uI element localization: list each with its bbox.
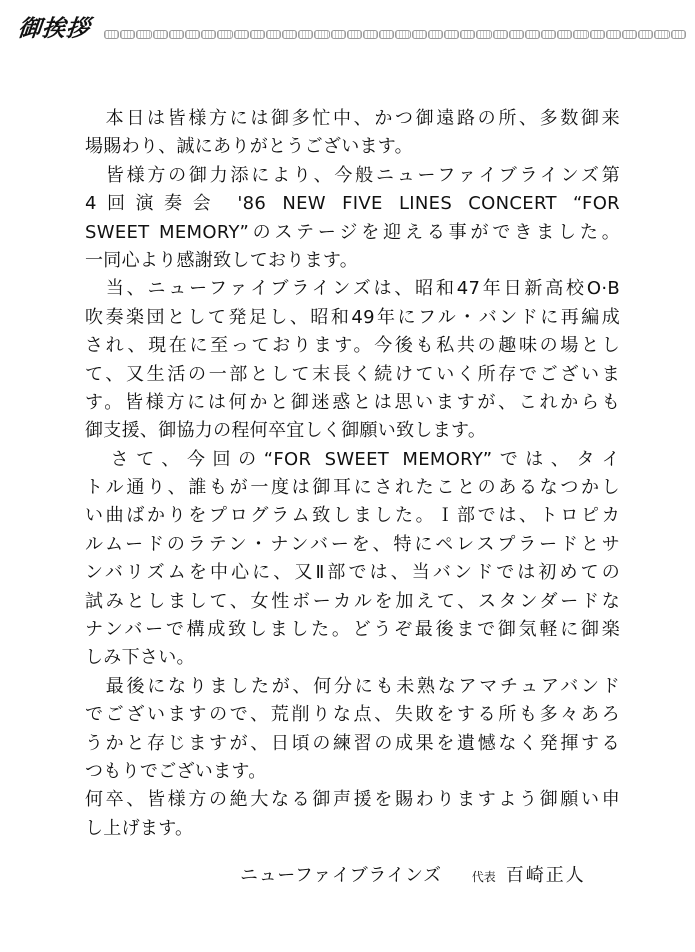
- decorative-header-rule: [104, 30, 686, 40]
- body-line: トル通り、誰もが一度は御耳にされたことのあるなつかし: [85, 477, 620, 499]
- signature: [240, 862, 586, 890]
- header: [18, 14, 688, 44]
- body-line: 試みとしまして、女性ボーカルを加えて、スタンダードな: [85, 590, 620, 612]
- body-line: 当、ニューファイブラインズは、昭和47年日新高校O·B: [85, 278, 620, 300]
- body-line: 本日は皆様方には御多忙中、かつ御遠路の所、多数御来: [85, 108, 620, 129]
- greeting-body: [85, 105, 620, 843]
- body-line: つもりでございます。: [85, 760, 267, 782]
- body-line: 一同心より感謝致しております。: [85, 249, 359, 271]
- body-line: て、又生活の一部として末長く続けていく所存でございま: [85, 363, 620, 385]
- body-line: さて、今回の“FOR SWEET MEMORY”では、タイ: [85, 448, 620, 470]
- body-line: ルムードのラテン・ナンバーを、特にペレスプラードとサ: [85, 533, 620, 555]
- body-line: し上げます。: [85, 817, 194, 839]
- body-line: す。皆様方には何かと御迷惑とは思いますが、これからも: [85, 391, 620, 413]
- body-line: 何卒、皆様方の絶大なる御声援を賜わりますよう御願い申: [85, 789, 620, 811]
- body-line: 皆様方の御力添により、今般ニューファイブラインズ第: [85, 164, 620, 186]
- body-line: 最後になりましたが、何分にも未熟なアマチュアバンド: [85, 675, 620, 697]
- page-title: 御挨拶: [16, 16, 92, 42]
- body-line: い曲ばかりをプログラム致しました。Ｉ部では、トロピカ: [85, 505, 620, 527]
- body-line: ンバリズムを中心に、又Ⅱ部では、当バンドでは初めての: [85, 562, 620, 584]
- body-line: 吹奏楽団として発足し、昭和49年にフル・バンドに再編成: [85, 306, 620, 328]
- body-line: 4回演奏会 '86 NEW FIVE LINES CONCERT “FOR: [85, 193, 620, 215]
- signature-organization: ニューファイブラインズ: [240, 865, 442, 886]
- body-line: SWEET MEMORY”のステージを迎える事ができました。: [85, 221, 620, 243]
- signature-title: 代表: [471, 870, 496, 884]
- signature-name: 百崎正人: [505, 865, 586, 886]
- body-line: され、現在に至っております。今後も私共の趣味の場とし: [85, 335, 620, 357]
- body-line: 御支援、御協力の程何卒宜しく御願い致します。: [85, 420, 487, 442]
- body-line: 場賜わり、誠にありがとうございます。: [85, 136, 413, 158]
- body-line: しみ下さい。: [85, 647, 195, 669]
- body-line: でございますので、荒削りな点、失敗をする所も多々あろ: [85, 704, 620, 726]
- body-line: うかと存じますが、日頃の練習の成果を遺憾なく発揮する: [85, 732, 620, 754]
- body-line: ナンバーで構成致しました。どうぞ最後まで御気軽に御楽: [85, 619, 620, 641]
